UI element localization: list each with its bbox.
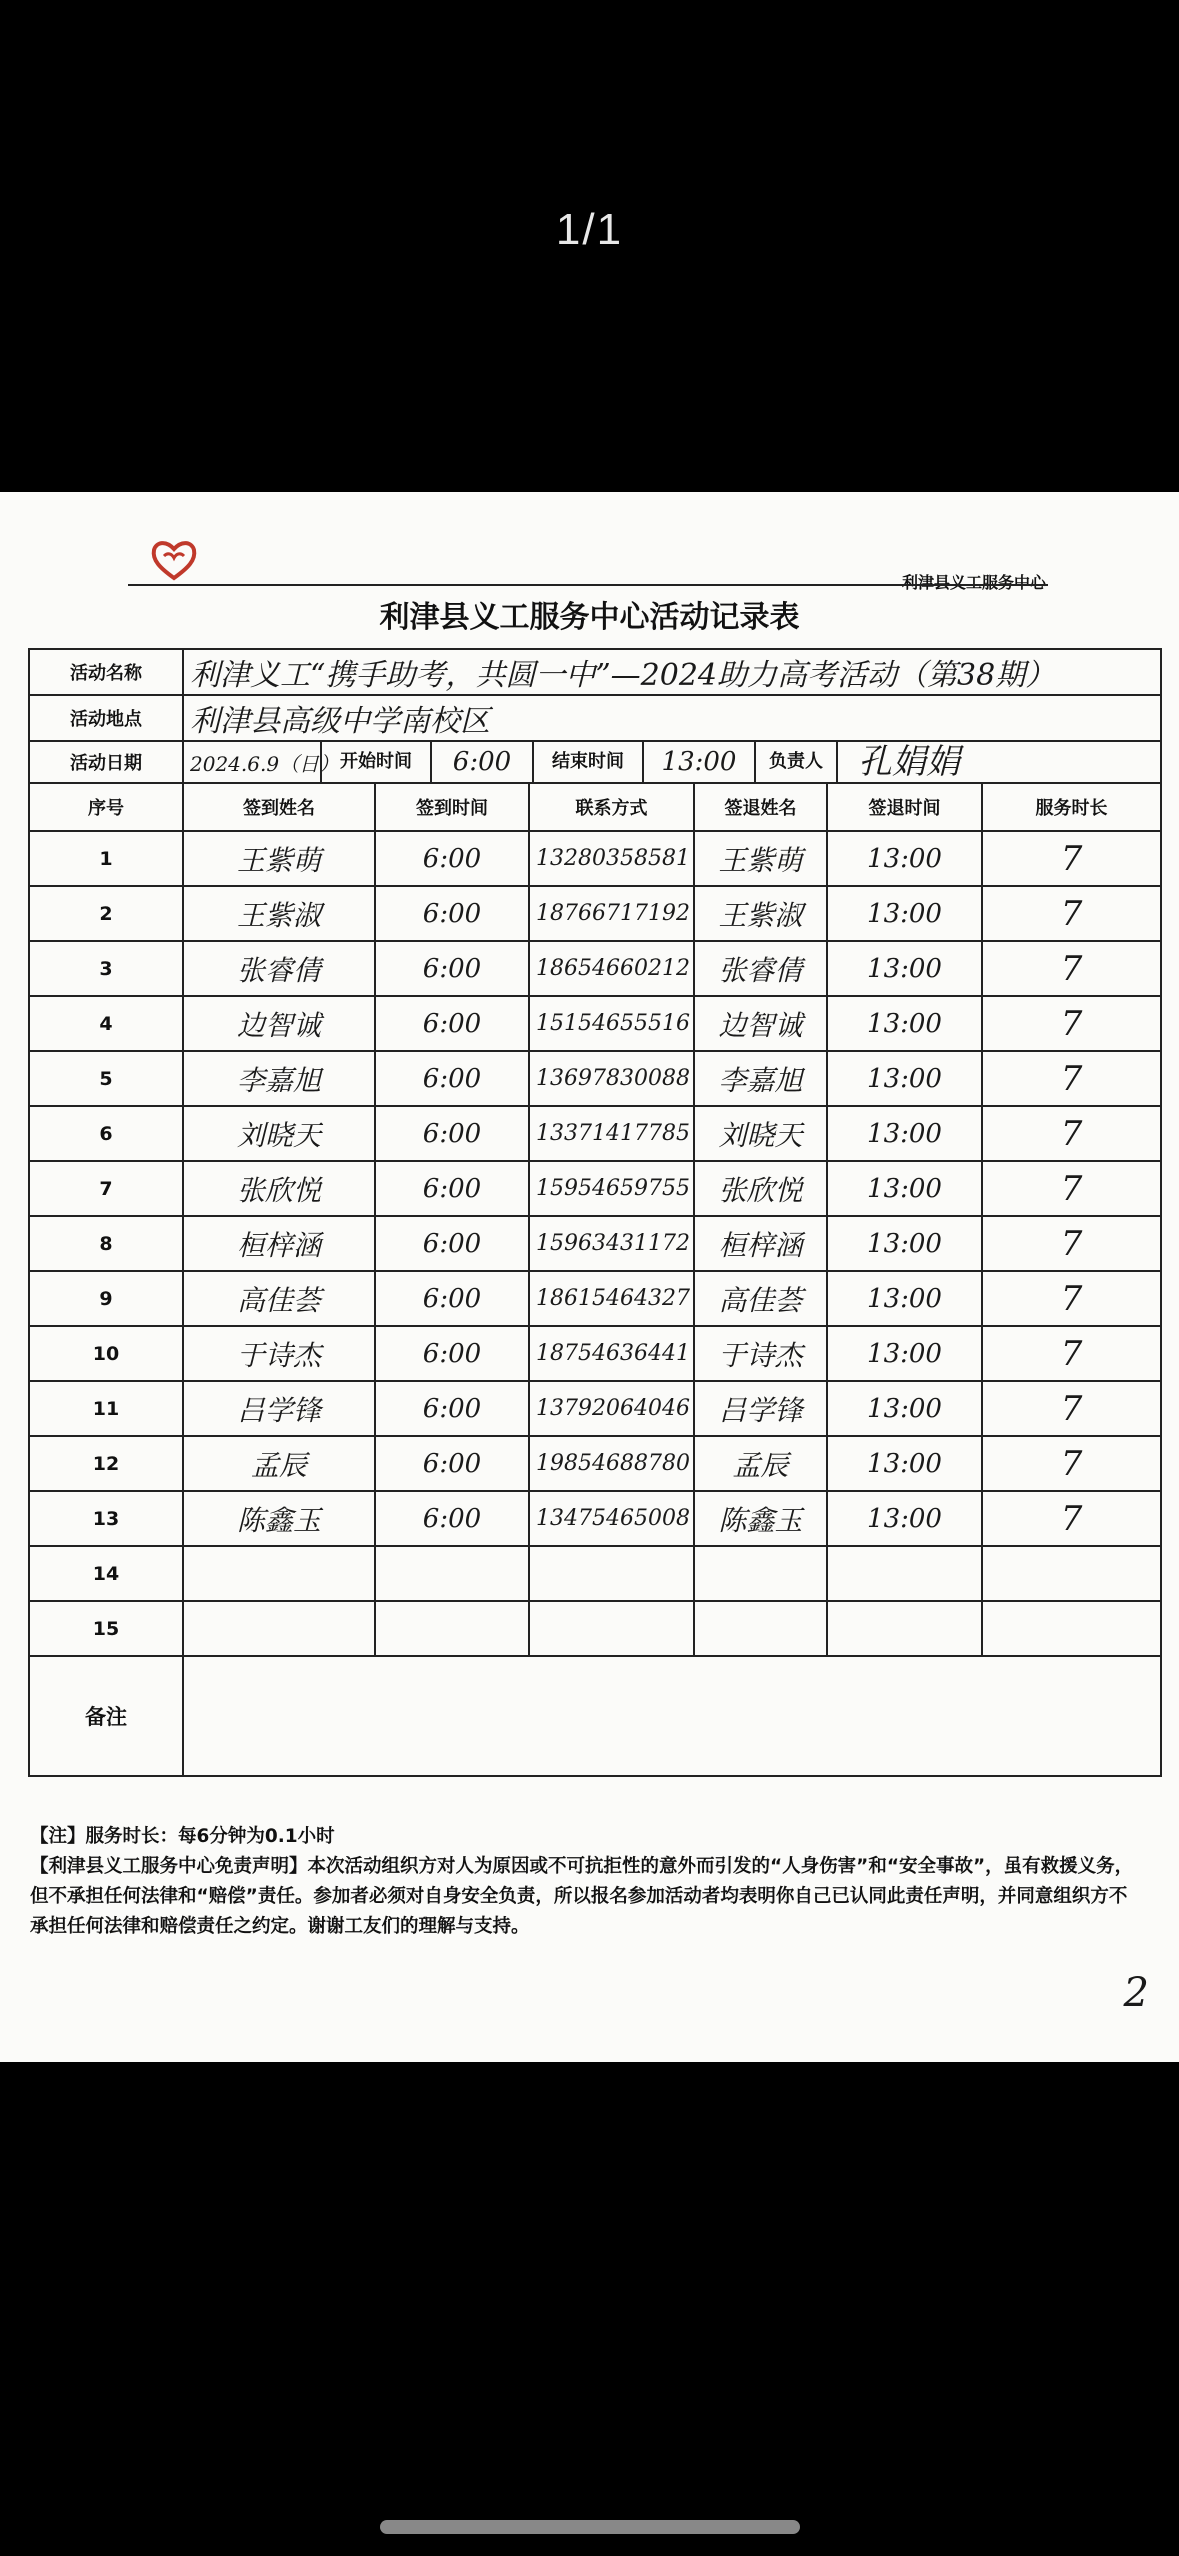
signout-name: 吕学锋 bbox=[694, 1381, 827, 1436]
signin-name: 张睿倩 bbox=[183, 941, 375, 996]
row-number: 5 bbox=[29, 1051, 183, 1106]
contact-phone: 13697830088 bbox=[529, 1051, 694, 1106]
signout-time: 13:00 bbox=[827, 1161, 982, 1216]
signout-name: 孟辰 bbox=[694, 1436, 827, 1491]
service-hours: 7 bbox=[982, 831, 1161, 886]
record-table bbox=[28, 648, 1160, 1777]
signout-name: 陈鑫玉 bbox=[694, 1491, 827, 1546]
table-row bbox=[29, 1271, 1161, 1326]
row-number: 9 bbox=[29, 1271, 183, 1326]
signin-time: 6:00 bbox=[375, 1381, 529, 1436]
signout-name: 高佳荟 bbox=[694, 1271, 827, 1326]
signin-time: 6:00 bbox=[375, 1491, 529, 1546]
signout-name: 李嘉旭 bbox=[694, 1051, 827, 1106]
signin-name: 边智诚 bbox=[183, 996, 375, 1051]
column-header: 签到姓名 bbox=[183, 783, 375, 831]
row-number: 14 bbox=[29, 1546, 183, 1601]
signin-name: 张欣悦 bbox=[183, 1161, 375, 1216]
signout-name: 王紫萌 bbox=[694, 831, 827, 886]
signout-time: 13:00 bbox=[827, 1216, 982, 1271]
signout-time: 13:00 bbox=[827, 886, 982, 941]
org-label: 利津县义工服务中心 bbox=[901, 573, 1046, 592]
signout-time: 13:00 bbox=[827, 1051, 982, 1106]
activity-date-value: 2024.6.9（日） bbox=[190, 751, 340, 776]
signin-name: 王紫淑 bbox=[183, 886, 375, 941]
signin-name: 高佳荟 bbox=[183, 1271, 375, 1326]
signout-name bbox=[694, 1546, 827, 1601]
contact-phone: 18766717192 bbox=[529, 886, 694, 941]
row-number: 1 bbox=[29, 831, 183, 886]
heart-logo-icon bbox=[150, 538, 198, 582]
signout-name: 边智诚 bbox=[694, 996, 827, 1051]
service-hours: 7 bbox=[982, 1271, 1161, 1326]
service-hours: 7 bbox=[982, 1436, 1161, 1491]
signin-name: 于诗杰 bbox=[183, 1326, 375, 1381]
signout-name: 于诗杰 bbox=[694, 1326, 827, 1381]
document-photo[interactable] bbox=[0, 492, 1179, 2062]
contact-phone: 13280358581 bbox=[529, 831, 694, 886]
signin-time: 6:00 bbox=[375, 1161, 529, 1216]
service-hours: 7 bbox=[982, 1216, 1161, 1271]
signout-time bbox=[827, 1546, 982, 1601]
column-header: 序号 bbox=[29, 783, 183, 831]
row-number: 15 bbox=[29, 1601, 183, 1656]
table-row bbox=[29, 1326, 1161, 1381]
signout-time: 13:00 bbox=[827, 941, 982, 996]
signin-time: 6:00 bbox=[375, 1216, 529, 1271]
row-number: 10 bbox=[29, 1326, 183, 1381]
table-row bbox=[29, 1381, 1161, 1436]
table-row bbox=[29, 1491, 1161, 1546]
column-header: 联系方式 bbox=[529, 783, 694, 831]
table-row bbox=[29, 996, 1161, 1051]
service-hours: 7 bbox=[982, 1161, 1161, 1216]
contact-phone bbox=[529, 1601, 694, 1656]
table-row bbox=[29, 1436, 1161, 1491]
signin-name: 王紫萌 bbox=[183, 831, 375, 886]
column-header: 签退姓名 bbox=[694, 783, 827, 831]
signin-name bbox=[183, 1546, 375, 1601]
signout-time: 13:00 bbox=[827, 996, 982, 1051]
footnote: 【注】服务时长：每6分钟为0.1小时 bbox=[30, 1826, 335, 1847]
service-hours: 7 bbox=[982, 1106, 1161, 1161]
contact-phone: 13792064046 bbox=[529, 1381, 694, 1436]
signin-name: 刘晓天 bbox=[183, 1106, 375, 1161]
header-divider bbox=[128, 584, 1048, 586]
service-hours: 7 bbox=[982, 996, 1161, 1051]
signin-time bbox=[375, 1601, 529, 1656]
row-number: 13 bbox=[29, 1491, 183, 1546]
row-number: 2 bbox=[29, 886, 183, 941]
contact-phone: 15154655516 bbox=[529, 996, 694, 1051]
service-hours: 7 bbox=[982, 1491, 1161, 1546]
start-time-label: 开始时间 bbox=[320, 742, 430, 782]
service-hours bbox=[982, 1546, 1161, 1601]
signin-time bbox=[375, 1546, 529, 1601]
signin-time: 6:00 bbox=[375, 1051, 529, 1106]
signout-time: 13:00 bbox=[827, 1436, 982, 1491]
service-hours: 7 bbox=[982, 1326, 1161, 1381]
signin-time: 6:00 bbox=[375, 1271, 529, 1326]
leader-label: 负责人 bbox=[754, 742, 836, 782]
activity-name-value: 利津义工“携手助考，共圆一中”—2024助力高考活动（第38期） bbox=[183, 649, 1161, 695]
row-number: 3 bbox=[29, 941, 183, 996]
signin-name: 孟辰 bbox=[183, 1436, 375, 1491]
signout-name: 刘晓天 bbox=[694, 1106, 827, 1161]
table-row bbox=[29, 1106, 1161, 1161]
service-hours: 7 bbox=[982, 1381, 1161, 1436]
row-number: 11 bbox=[29, 1381, 183, 1436]
note-row bbox=[29, 1656, 1161, 1776]
table-row bbox=[29, 886, 1161, 941]
table-row bbox=[29, 1601, 1161, 1656]
date-time-cell bbox=[183, 741, 1161, 783]
contact-phone: 13371417785 bbox=[529, 1106, 694, 1161]
leader-value: 孔娟娟 bbox=[836, 742, 1160, 782]
table-row bbox=[29, 941, 1161, 996]
signin-name: 吕学锋 bbox=[183, 1381, 375, 1436]
signout-time: 13:00 bbox=[827, 1381, 982, 1436]
contact-phone: 15963431172 bbox=[529, 1216, 694, 1271]
signin-name: 陈鑫玉 bbox=[183, 1491, 375, 1546]
signin-time: 6:00 bbox=[375, 831, 529, 886]
signout-time: 13:00 bbox=[827, 1106, 982, 1161]
form-title: 利津县义工服务中心活动记录表 bbox=[379, 600, 800, 635]
row-number: 12 bbox=[29, 1436, 183, 1491]
table-row bbox=[29, 1216, 1161, 1271]
signin-time: 6:00 bbox=[375, 886, 529, 941]
column-header: 服务时长 bbox=[982, 783, 1161, 831]
signout-time: 13:00 bbox=[827, 831, 982, 886]
note-label: 备注 bbox=[29, 1656, 183, 1776]
service-hours: 7 bbox=[982, 886, 1161, 941]
table-row bbox=[29, 1161, 1161, 1216]
activity-date-label: 活动日期 bbox=[29, 741, 183, 783]
contact-phone: 19854688780 bbox=[529, 1436, 694, 1491]
column-header: 签退时间 bbox=[827, 783, 982, 831]
contact-phone: 18615464327 bbox=[529, 1271, 694, 1326]
signout-time bbox=[827, 1601, 982, 1656]
page-indicator: 1/1 bbox=[555, 205, 624, 254]
table-header bbox=[29, 783, 1161, 831]
activity-place-value: 利津县高级中学南校区 bbox=[183, 695, 1161, 741]
service-hours: 7 bbox=[982, 1051, 1161, 1106]
activity-name-label: 活动名称 bbox=[29, 649, 183, 695]
contact-phone: 15954659755 bbox=[529, 1161, 694, 1216]
contact-phone: 13475465008 bbox=[529, 1491, 694, 1546]
row-number: 4 bbox=[29, 996, 183, 1051]
start-time-value: 6:00 bbox=[430, 742, 532, 782]
table-row bbox=[29, 1051, 1161, 1106]
note-value bbox=[183, 1656, 1161, 1776]
disclaimer-text: 【利津县义工服务中心免责声明】本次活动组织方对人为原因或不可抗拒性的意外而引发的“人身伤害”和“安全事故”，虽有救援义务，但不承担任何法律和“赔偿”责任。参加者必须对自身安全负责，所以报名参加活动者均表明你自己已认同此责任声明，并同意组织方不承担任何法律和赔偿责任之约定。谢谢工友们的理解与支持。 bbox=[30, 1856, 1134, 1937]
signout-name: 桓梓涵 bbox=[694, 1216, 827, 1271]
signin-time: 6:00 bbox=[375, 1326, 529, 1381]
row-number: 6 bbox=[29, 1106, 183, 1161]
contact-phone: 18654660212 bbox=[529, 941, 694, 996]
signin-time: 6:00 bbox=[375, 1436, 529, 1491]
service-hours: 7 bbox=[982, 941, 1161, 996]
end-time-value: 13:00 bbox=[642, 742, 754, 782]
corner-mark: 2 bbox=[1123, 1970, 1149, 2016]
signout-time: 13:00 bbox=[827, 1326, 982, 1381]
signin-time: 6:00 bbox=[375, 941, 529, 996]
end-time-label: 结束时间 bbox=[532, 742, 642, 782]
row-number: 8 bbox=[29, 1216, 183, 1271]
contact-phone bbox=[529, 1546, 694, 1601]
signout-name bbox=[694, 1601, 827, 1656]
service-hours bbox=[982, 1601, 1161, 1656]
signout-time: 13:00 bbox=[827, 1491, 982, 1546]
signout-name: 张睿倩 bbox=[694, 941, 827, 996]
signin-time: 6:00 bbox=[375, 1106, 529, 1161]
signout-time: 13:00 bbox=[827, 1271, 982, 1326]
disclaimer-block bbox=[30, 1822, 1140, 1942]
contact-phone: 18754636441 bbox=[529, 1326, 694, 1381]
signout-name: 王紫淑 bbox=[694, 886, 827, 941]
signin-name bbox=[183, 1601, 375, 1656]
signin-time: 6:00 bbox=[375, 996, 529, 1051]
signin-name: 桓梓涵 bbox=[183, 1216, 375, 1271]
row-number: 7 bbox=[29, 1161, 183, 1216]
signin-name: 李嘉旭 bbox=[183, 1051, 375, 1106]
home-indicator[interactable] bbox=[380, 2520, 800, 2534]
activity-place-label: 活动地点 bbox=[29, 695, 183, 741]
column-header: 签到时间 bbox=[375, 783, 529, 831]
signout-name: 张欣悦 bbox=[694, 1161, 827, 1216]
table-row bbox=[29, 831, 1161, 886]
table-row bbox=[29, 1546, 1161, 1601]
